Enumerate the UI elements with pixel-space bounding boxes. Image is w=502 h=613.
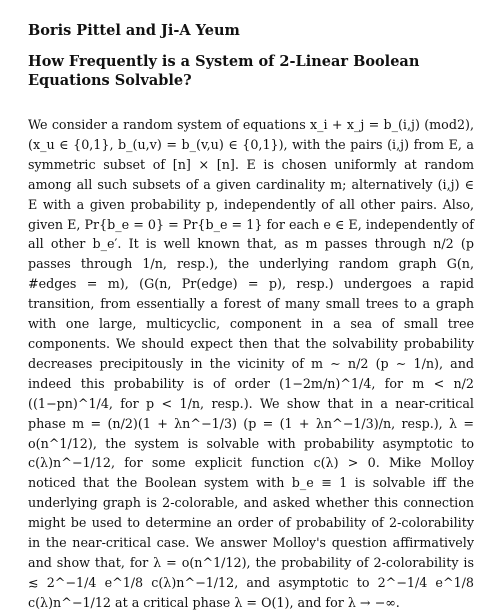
- abstract: We consider a random system of equations x_i + x_j = b_(i,j) (mod2), (x_u ∈ {0,1}, b_(u,v) = b_(v,u) ∈ {0,1}), with the pairs (i,j) from E, a symmetric subset of [n] × [n]. E is chosen uniformly at random among all such subsets of a given cardinality m; alternatively (i,j) ∈ E with a given probability p, independently of all other pairs. Also, given E, Pr{b_e = 0} = Pr{b_e = 1} for each e ∈ E, independently of all other b_e′. It is well known that, as m passes through n/2 (p passes through 1/n, resp.), the underlying random graph G(n, #edges = m), (G(n, Pr(edge) = p), resp.) undergoes a rapid transition, from essentially a forest of many small trees to a graph with one large, multicyclic, component in a sea of small tree components. We should expect then that the solvability probability decreases precipitously in the vicinity of m ∼ n/2 (p ∼ 1/n), and indeed this probability is of order (1−2m/n)^1/4, for m < n/2 ((1−pn)^1/4, for p < 1/n, resp.). We show that in a near-critical phase m = (n/2)(1 + λn^−1/3) (p = (1 + λn^−1/3)/n, resp.), λ = o(n^1/12), the system is solvable with probability asymptotic to c(λ)n^−1/12, for some explicit function c(λ) > 0. Mike Molloy noticed that the Boolean system with b_e ≡ 1 is solvable iff the underlying graph is 2-colorable, and asked whether this connection might be used to determine an order of probability of 2-colorability in the near-critical case. We answer Molloy's question affirmatively and show that, for λ = o(n^1/12), the probability of 2-colorability is ≲ 2^−1/4 e^1/8 c(λ)n^−1/12, and asymptotic to 2^−1/4 e^1/8 c(λ)n^−1/12 at a critical phase λ = O(1), and for λ → −∞.: [28, 117, 474, 610]
- paper-title: How Frequently is a System of 2-Linear Boolean Equations Solvable?: [28, 53, 420, 89]
- authors: Boris Pittel and Ji-A Yeum: [28, 22, 240, 39]
